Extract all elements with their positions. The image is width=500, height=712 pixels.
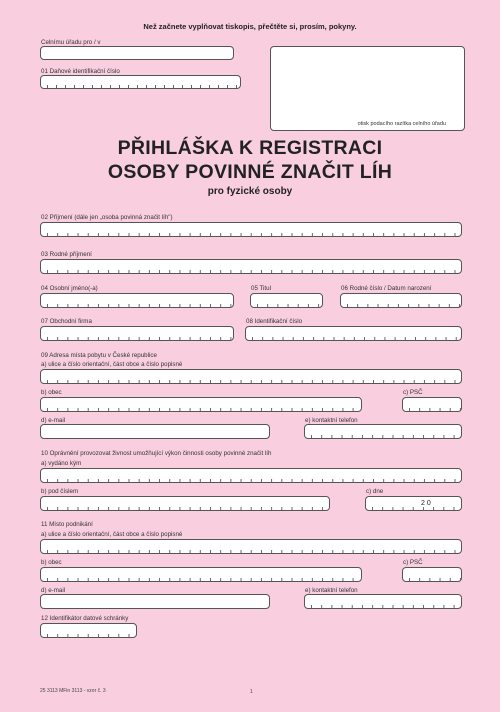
form-code: 25 3113 MFin 3113 - vzor č. 3 xyxy=(40,688,106,694)
residence-email-field[interactable] xyxy=(40,424,270,439)
first-name-label: 04 Osobní jméno(-a) xyxy=(41,285,98,292)
license-label: 10 Oprávnění provozovat živnost umožňující výkon činnosti osoby povinné značit líh xyxy=(41,450,272,457)
business-street-field[interactable] xyxy=(40,539,462,554)
license-date-year-prefix: 2 0 xyxy=(421,500,431,507)
data-box-field[interactable] xyxy=(40,623,137,638)
license-number-label: b) pod číslem xyxy=(41,488,79,495)
surname-field[interactable] xyxy=(40,222,462,237)
birth-surname-field[interactable] xyxy=(40,259,462,274)
birth-number-field[interactable] xyxy=(340,293,462,308)
stamp-label: otisk podacího razítka celního úřadu xyxy=(357,121,446,127)
business-town-label: b) obec xyxy=(41,559,62,566)
first-name-field[interactable] xyxy=(40,293,234,308)
residence-town-label: b) obec xyxy=(41,389,62,396)
license-date-label: c) dne xyxy=(366,488,384,495)
business-zip-field[interactable] xyxy=(402,567,462,582)
trade-name-field[interactable] xyxy=(40,326,234,341)
birth-surname-label: 03 Rodné příjmení xyxy=(41,251,92,258)
residence-email-label: d) e-mail xyxy=(41,417,66,424)
business-email-field[interactable] xyxy=(40,594,270,609)
degree-field[interactable] xyxy=(250,293,323,308)
license-issuer-label: a) vydáno kým xyxy=(41,460,82,467)
office-label: Celnímu úřadu pro / v xyxy=(41,39,101,46)
data-box-label: 12 Identifikátor datové schránky xyxy=(41,615,129,622)
business-town-field[interactable] xyxy=(40,567,362,582)
page-number: 1 xyxy=(250,689,253,695)
residence-street-label: a) ulice a číslo orientační, část obce a číslo popisné xyxy=(41,361,183,368)
ico-label: 08 Identifikační číslo xyxy=(246,318,303,325)
dic-field[interactable] xyxy=(40,75,241,89)
business-phone-field[interactable] xyxy=(304,594,462,609)
form-title-line1: PŘIHLÁŠKA K REGISTRACI xyxy=(117,137,383,159)
surname-label: 02 Příjmení (dále jen „osoba povinná značit líh") xyxy=(41,214,173,221)
license-number-field[interactable] xyxy=(40,496,330,511)
office-field[interactable] xyxy=(40,46,234,60)
birth-number-label: 06 Rodné číslo / Datum narození xyxy=(341,285,432,292)
form-subtitle: pro fyzické osoby xyxy=(207,186,293,197)
license-issuer-field[interactable] xyxy=(40,468,462,483)
business-email-label: d) e-mail xyxy=(41,587,66,594)
residence-zip-label: c) PSČ xyxy=(403,389,423,396)
business-place-label: 11 Místo podnikání xyxy=(41,521,93,528)
instructions-note: Než začnete vyplňovat tiskopis, přečtěte si, prosím, pokyny. xyxy=(143,22,357,31)
dic-label: 01 Daňové identifikační číslo xyxy=(41,68,120,75)
residence-street-field[interactable] xyxy=(40,369,462,384)
ico-field[interactable] xyxy=(245,326,462,341)
trade-name-label: 07 Obchodní firma xyxy=(41,318,92,325)
stamp-box xyxy=(270,46,465,131)
business-street-label: a) ulice a číslo orientační, část obce a číslo popisné xyxy=(41,531,183,538)
residence-town-field[interactable] xyxy=(40,397,362,412)
residence-phone-field[interactable] xyxy=(304,424,462,439)
form-title-line2: OSOBY POVINNÉ ZNAČIT LÍH xyxy=(107,161,393,183)
residence-zip-field[interactable] xyxy=(402,397,462,412)
license-date-field[interactable] xyxy=(365,496,462,511)
business-phone-label: e) kontaktní telefon xyxy=(305,587,358,594)
residence-address-label: 09 Adresa místa pobytu v České republice xyxy=(41,352,157,359)
business-zip-label: c) PSČ xyxy=(403,559,423,566)
residence-phone-label: e) kontaktní telefon xyxy=(305,417,358,424)
degree-label: 05 Titul xyxy=(251,285,271,292)
